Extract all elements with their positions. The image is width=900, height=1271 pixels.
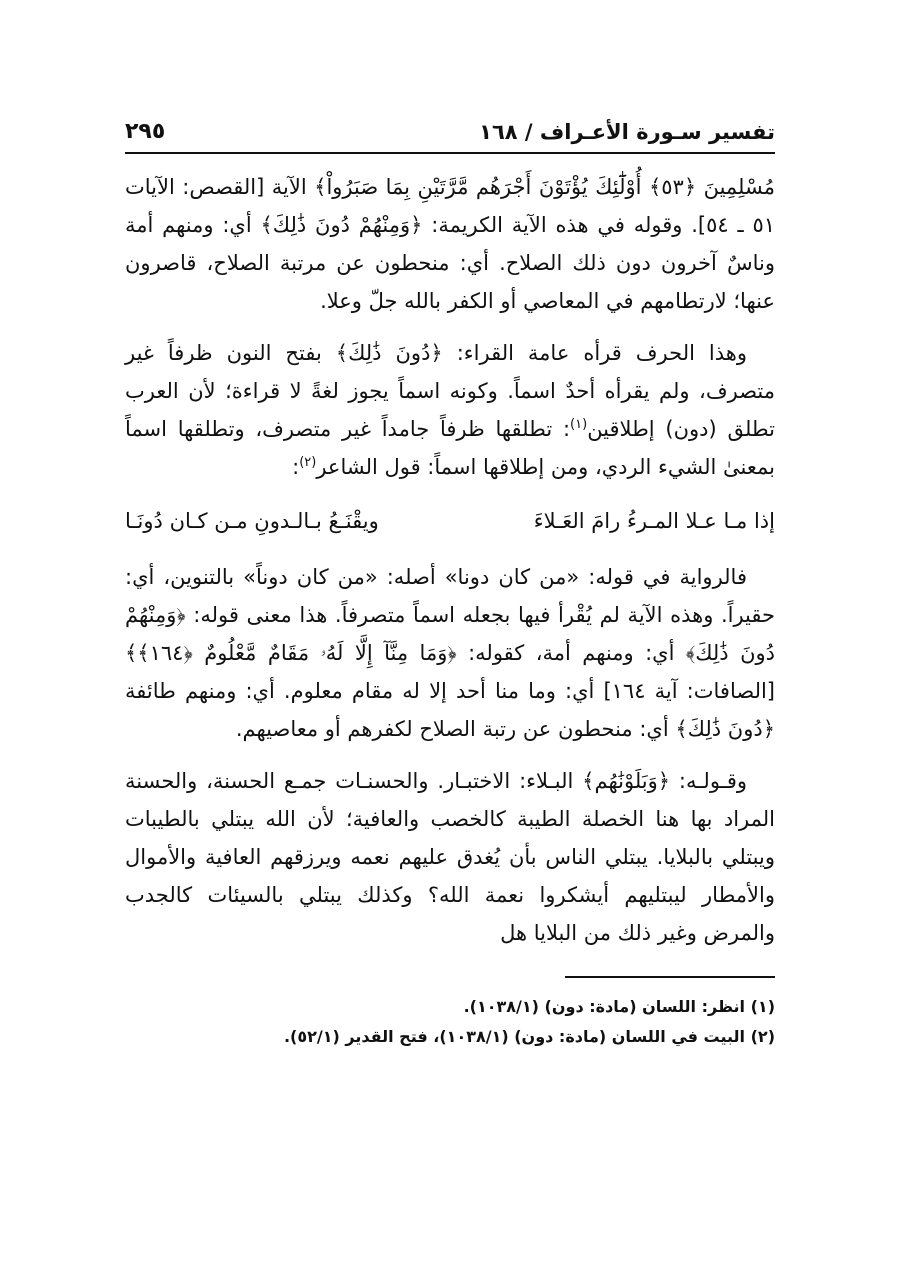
paragraph-2-mid: : تطلقها ظرفاً جامداً غير متصرف، وتطلقها اسماً بمعنىٰ الشيء الردي، ومن إطلاقها اسماً: قول الشاعر — [125, 417, 775, 479]
paragraph-2-end: : — [292, 455, 300, 479]
footnote-rule — [565, 976, 775, 978]
footnotes — [125, 992, 775, 1052]
page-header — [125, 112, 775, 144]
header-rule — [125, 152, 775, 154]
footnote-ref-1: (١) — [570, 417, 588, 432]
paragraph-3: فالرواية في قوله: «من كان دونا» أصله: «من كان دوناً» بالتنوين، أي: حقيراً. وهذه الآية لم يُقْرأ فيها بجعله اسماً متصرفاً. هذا معنى قوله: ﴿وَمِنْهُمْ دُونَ ذَٰلِكَ﴾ أي: ومنهم أمة، كقوله: ﴿وَمَا مِنَّآ إِلَّا لَهُۥ مَقَامٌ مَّعْلُومٌ ﴿١٦٤﴾﴾ [الصافات: آية ١٦٤] أي: وما منا أحد إلا له مقام معلوم. أي: ومنهم طائفة ﴿دُونَ ذَٰلِكَ﴾ أي: منحطون عن رتبة الصلاح لكفرهم أو معاصيهم. — [125, 565, 775, 741]
poem-verse — [125, 502, 775, 540]
paragraph-4: وقـولـه: ﴿وَبَلَوْنَٰهُم﴾ البـلاء: الاختبـار. والحسنـات جمـع الحسنة، والحسنة المراد بها هنا الخصلة الطيبة كالخصب والعافية؛ لأن الله يبتلي بالطيبات ويبتلي بالبلايا. يبتلي الناس بأن يُغدق عليهم نعمه ويرزقهم العافية والأموال والأمطار ليبتليهم أيشكروا نعمة الله؟ وكذلك يبتلي بالسيئات كالجدب والمرض وغير ذلك من البلايا هل — [125, 769, 775, 945]
footnote-ref-2: (٢) — [299, 455, 317, 470]
footnote-2: (٢) البيت في اللسان (مادة: دون) (١٠٣٨/١)، فتح القدير (٥٢/١). — [283, 1027, 775, 1046]
verse-first-hemistich: إذا مـا عـلا المـرءُ رامَ العَـلاءَ — [533, 509, 775, 533]
paragraph-1: مُسْلِمِينَ ﴿٥٣﴾ أُوْلَٰٓئِكَ يُؤْتَوْنَ أَجْرَهُم مَّرَّتَيْنِ بِمَا صَبَرُواْ﴾ الآية [القصص: الآيات ٥١ ـ ٥٤]. وقوله في هذه الآية الكريمة: ﴿وَمِنْهُمْ دُونَ ذَٰلِكَ﴾ أي: ومنهم أمة وناسٌ آخرون دون ذلك الصلاح. أي: منحطون عن مرتبة الصلاح، قاصرون عنها؛ لارتطامهم في المعاصي أو الكفر بالله جلّ وعلا. — [125, 175, 775, 313]
page-number: ٢٩٥ — [125, 119, 166, 144]
body-text — [125, 168, 775, 952]
paragraph-2-start: وهذا الحرف قرأه عامة القراء: ﴿دُونَ ذَٰلِكَ﴾ بفتح النون ظرفاً غير متصرف، ولم يقرأه أحدٌ اسماً. وكونه اسماً يجوز لغةً لا قراءة؛ لأن العرب تطلق (دون) إطلاقين — [125, 341, 775, 441]
page — [125, 112, 775, 1052]
verse-second-hemistich: ويقْنَـعُ بـالـدونِ مـن كـان دُونَـا — [125, 509, 379, 533]
running-title: تفسير سـورة الأعـراف / ١٦٨ — [479, 120, 775, 144]
footnote-1: (١) انظر: اللسان (مادة: دون) (١٠٣٨/١). — [463, 997, 775, 1016]
paragraph-2 — [125, 334, 775, 486]
